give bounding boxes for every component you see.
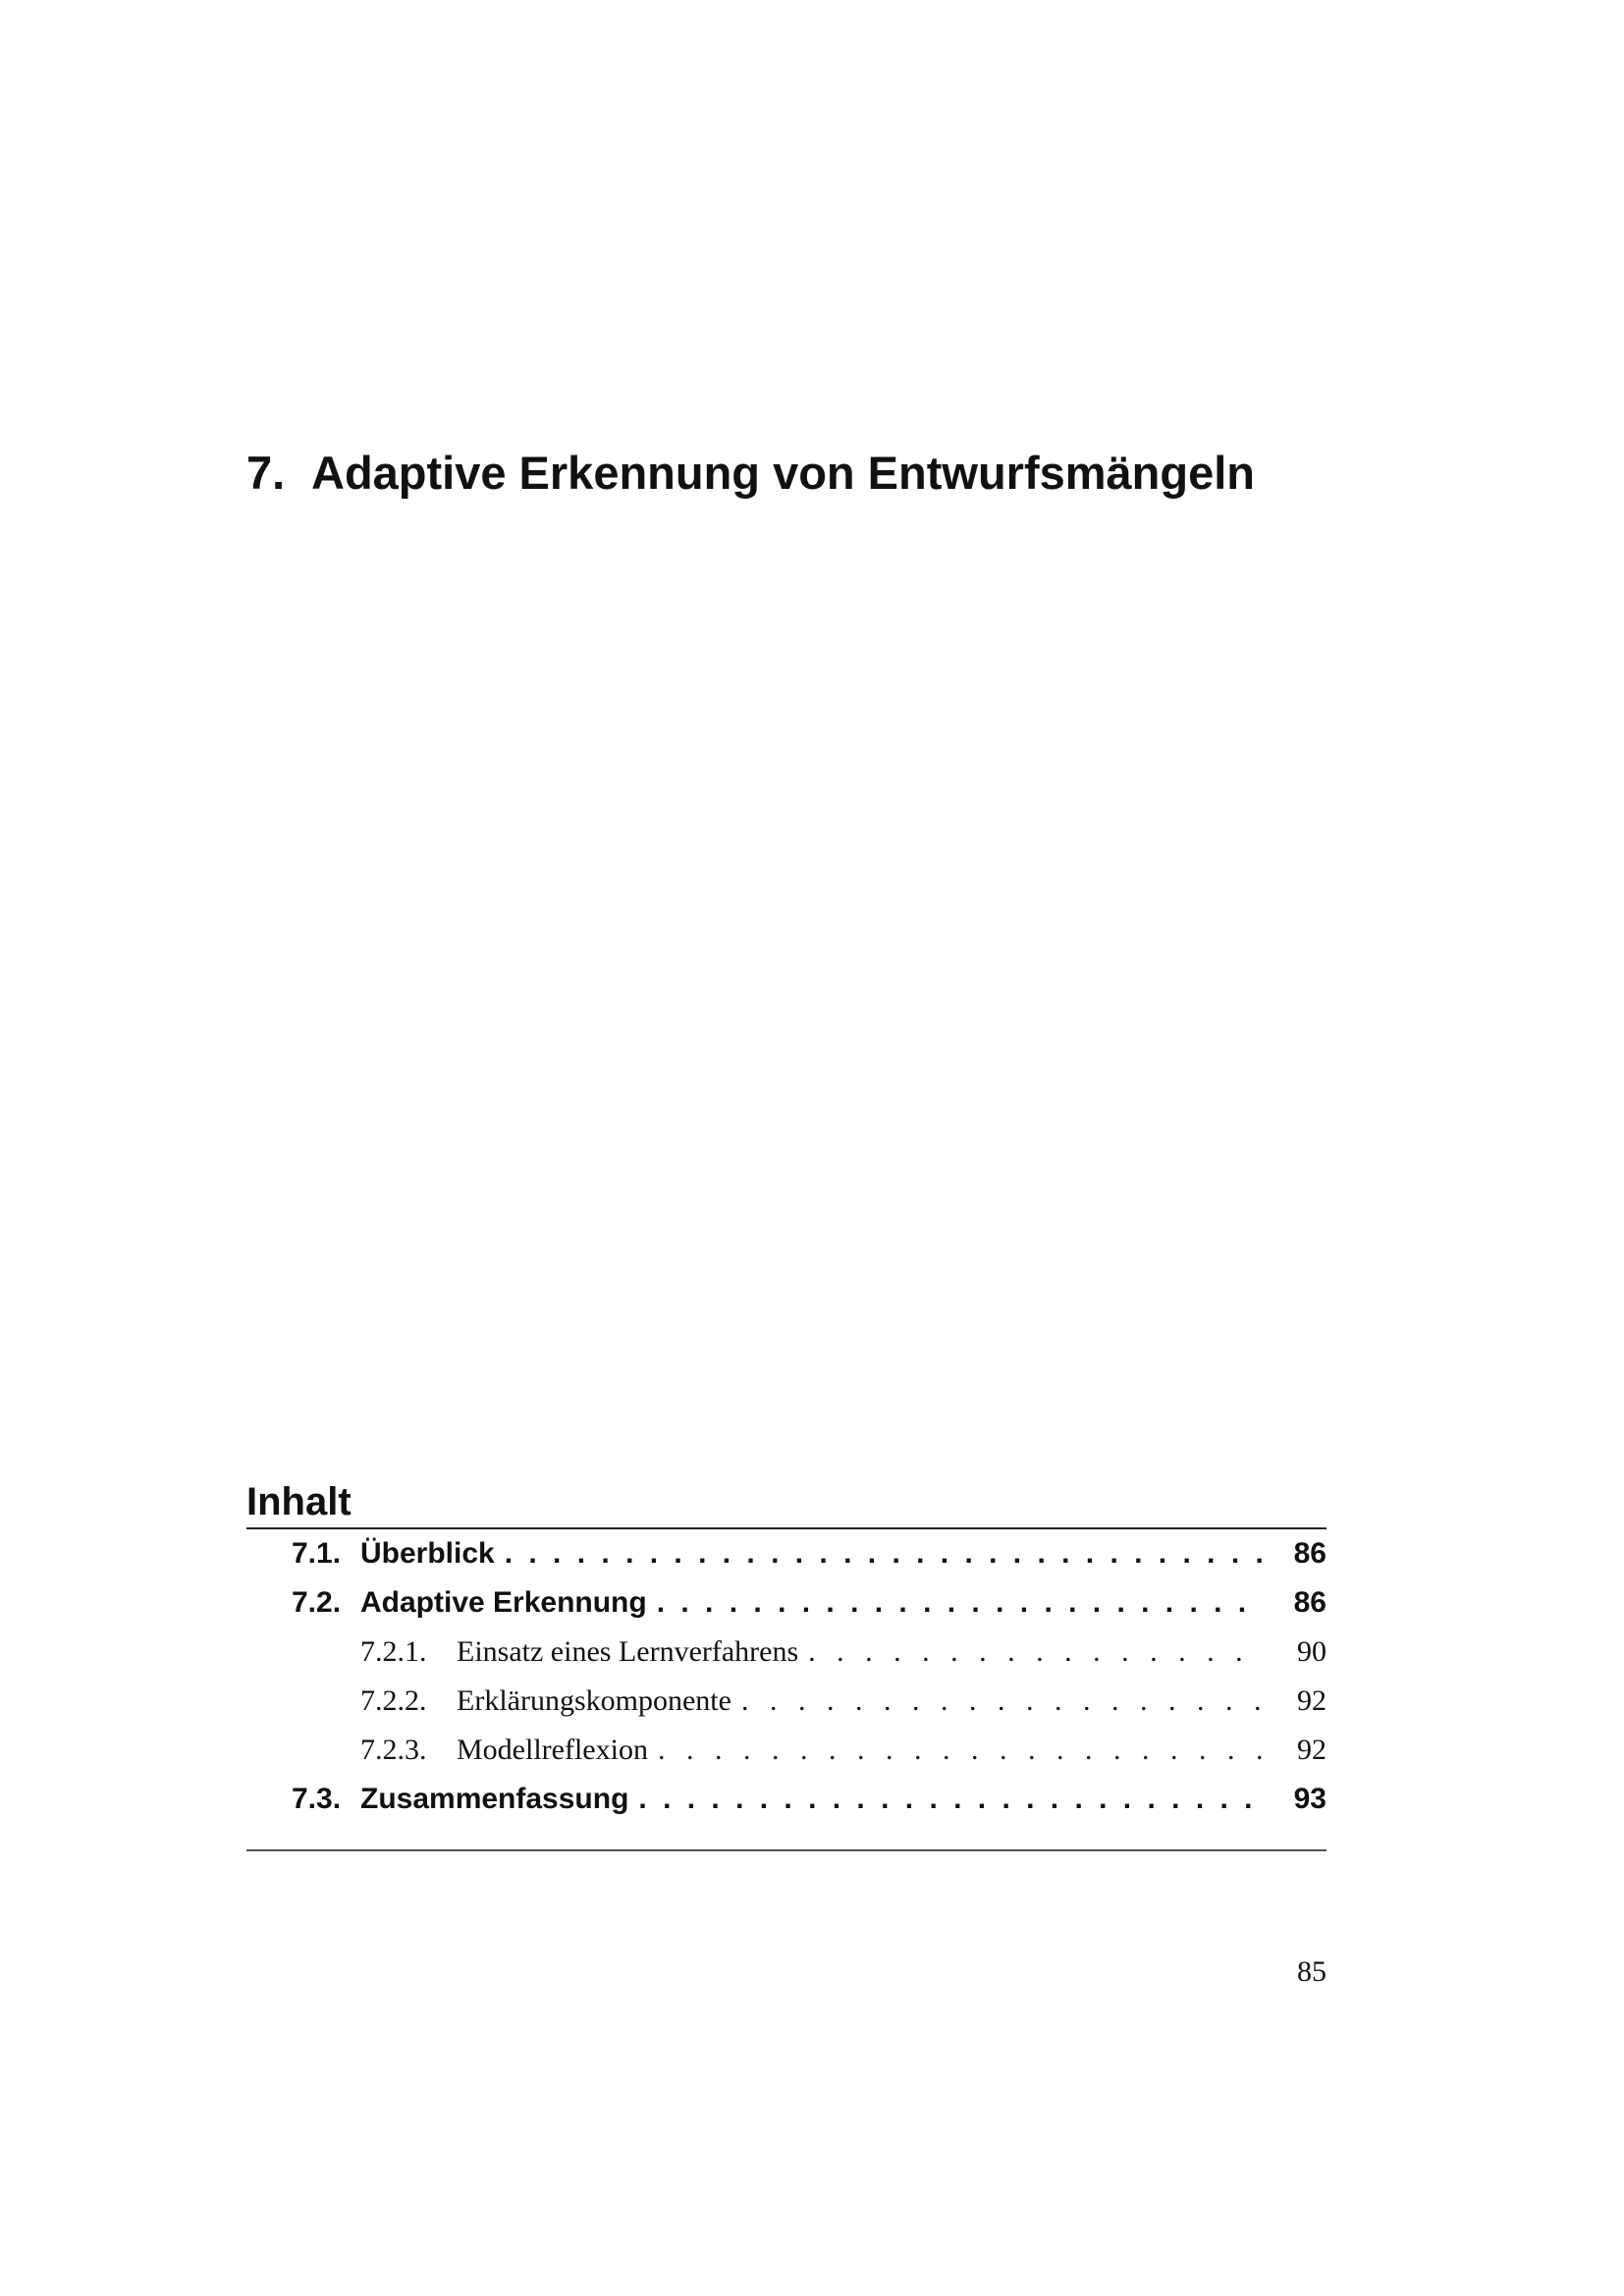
chapter-title-text: Adaptive Erkennung von Entwurfsmängeln	[311, 447, 1255, 499]
toc-entry-title[interactable]: Überblick	[360, 1537, 495, 1570]
toc-entry[interactable]	[246, 1578, 1326, 1628]
toc-entry-title[interactable]: Modellreflexion	[457, 1734, 648, 1766]
toc-entry-title[interactable]: Adaptive Erkennung	[360, 1586, 647, 1619]
chapter-number: 7.	[246, 447, 286, 499]
toc-entry-title[interactable]: Einsatz eines Lernverfahrens	[457, 1635, 799, 1668]
toc-entry-title[interactable]: Zusammenfassung	[360, 1783, 629, 1815]
toc-leader-dots	[505, 1529, 1264, 1578]
toc-entry[interactable]	[246, 1775, 1326, 1824]
toc-list	[246, 1529, 1326, 1824]
toc-leader-dots	[741, 1677, 1264, 1726]
toc-bottom-rule	[246, 1849, 1326, 1851]
toc-subentry[interactable]	[246, 1726, 1326, 1775]
toc-subentry[interactable]	[246, 1677, 1326, 1726]
toc-subentry[interactable]	[246, 1628, 1326, 1677]
toc-entry-page[interactable]: 86	[1293, 1537, 1326, 1570]
toc-entry-number: 7.2.1.	[360, 1635, 427, 1668]
chapter-title	[246, 447, 1255, 499]
toc-entry-page[interactable]: 93	[1293, 1783, 1326, 1815]
toc-entry-number: 7.1.	[292, 1537, 342, 1570]
page-number: 85	[1297, 1955, 1326, 1988]
toc-entry-page[interactable]: 90	[1297, 1635, 1326, 1668]
toc-leader-dots	[638, 1775, 1264, 1824]
toc-leader-dots	[658, 1726, 1264, 1775]
toc-entry-title[interactable]: Erklärungskomponente	[457, 1684, 731, 1717]
toc-entry-number: 7.3.	[292, 1783, 342, 1815]
toc-entry-page[interactable]: 92	[1297, 1684, 1326, 1717]
toc-entry-number: 7.2.3.	[360, 1734, 427, 1766]
toc-entry-page[interactable]: 86	[1293, 1586, 1326, 1619]
toc-heading: Inhalt	[246, 1480, 352, 1523]
toc-entry-page[interactable]: 92	[1297, 1734, 1326, 1766]
toc-leader-dots	[808, 1628, 1264, 1677]
toc-entry-number: 7.2.2.	[360, 1684, 427, 1717]
toc-entry[interactable]	[246, 1529, 1326, 1578]
table-of-contents	[246, 1482, 1326, 1851]
toc-leader-dots	[657, 1578, 1264, 1628]
toc-entry-number: 7.2.	[292, 1586, 342, 1619]
